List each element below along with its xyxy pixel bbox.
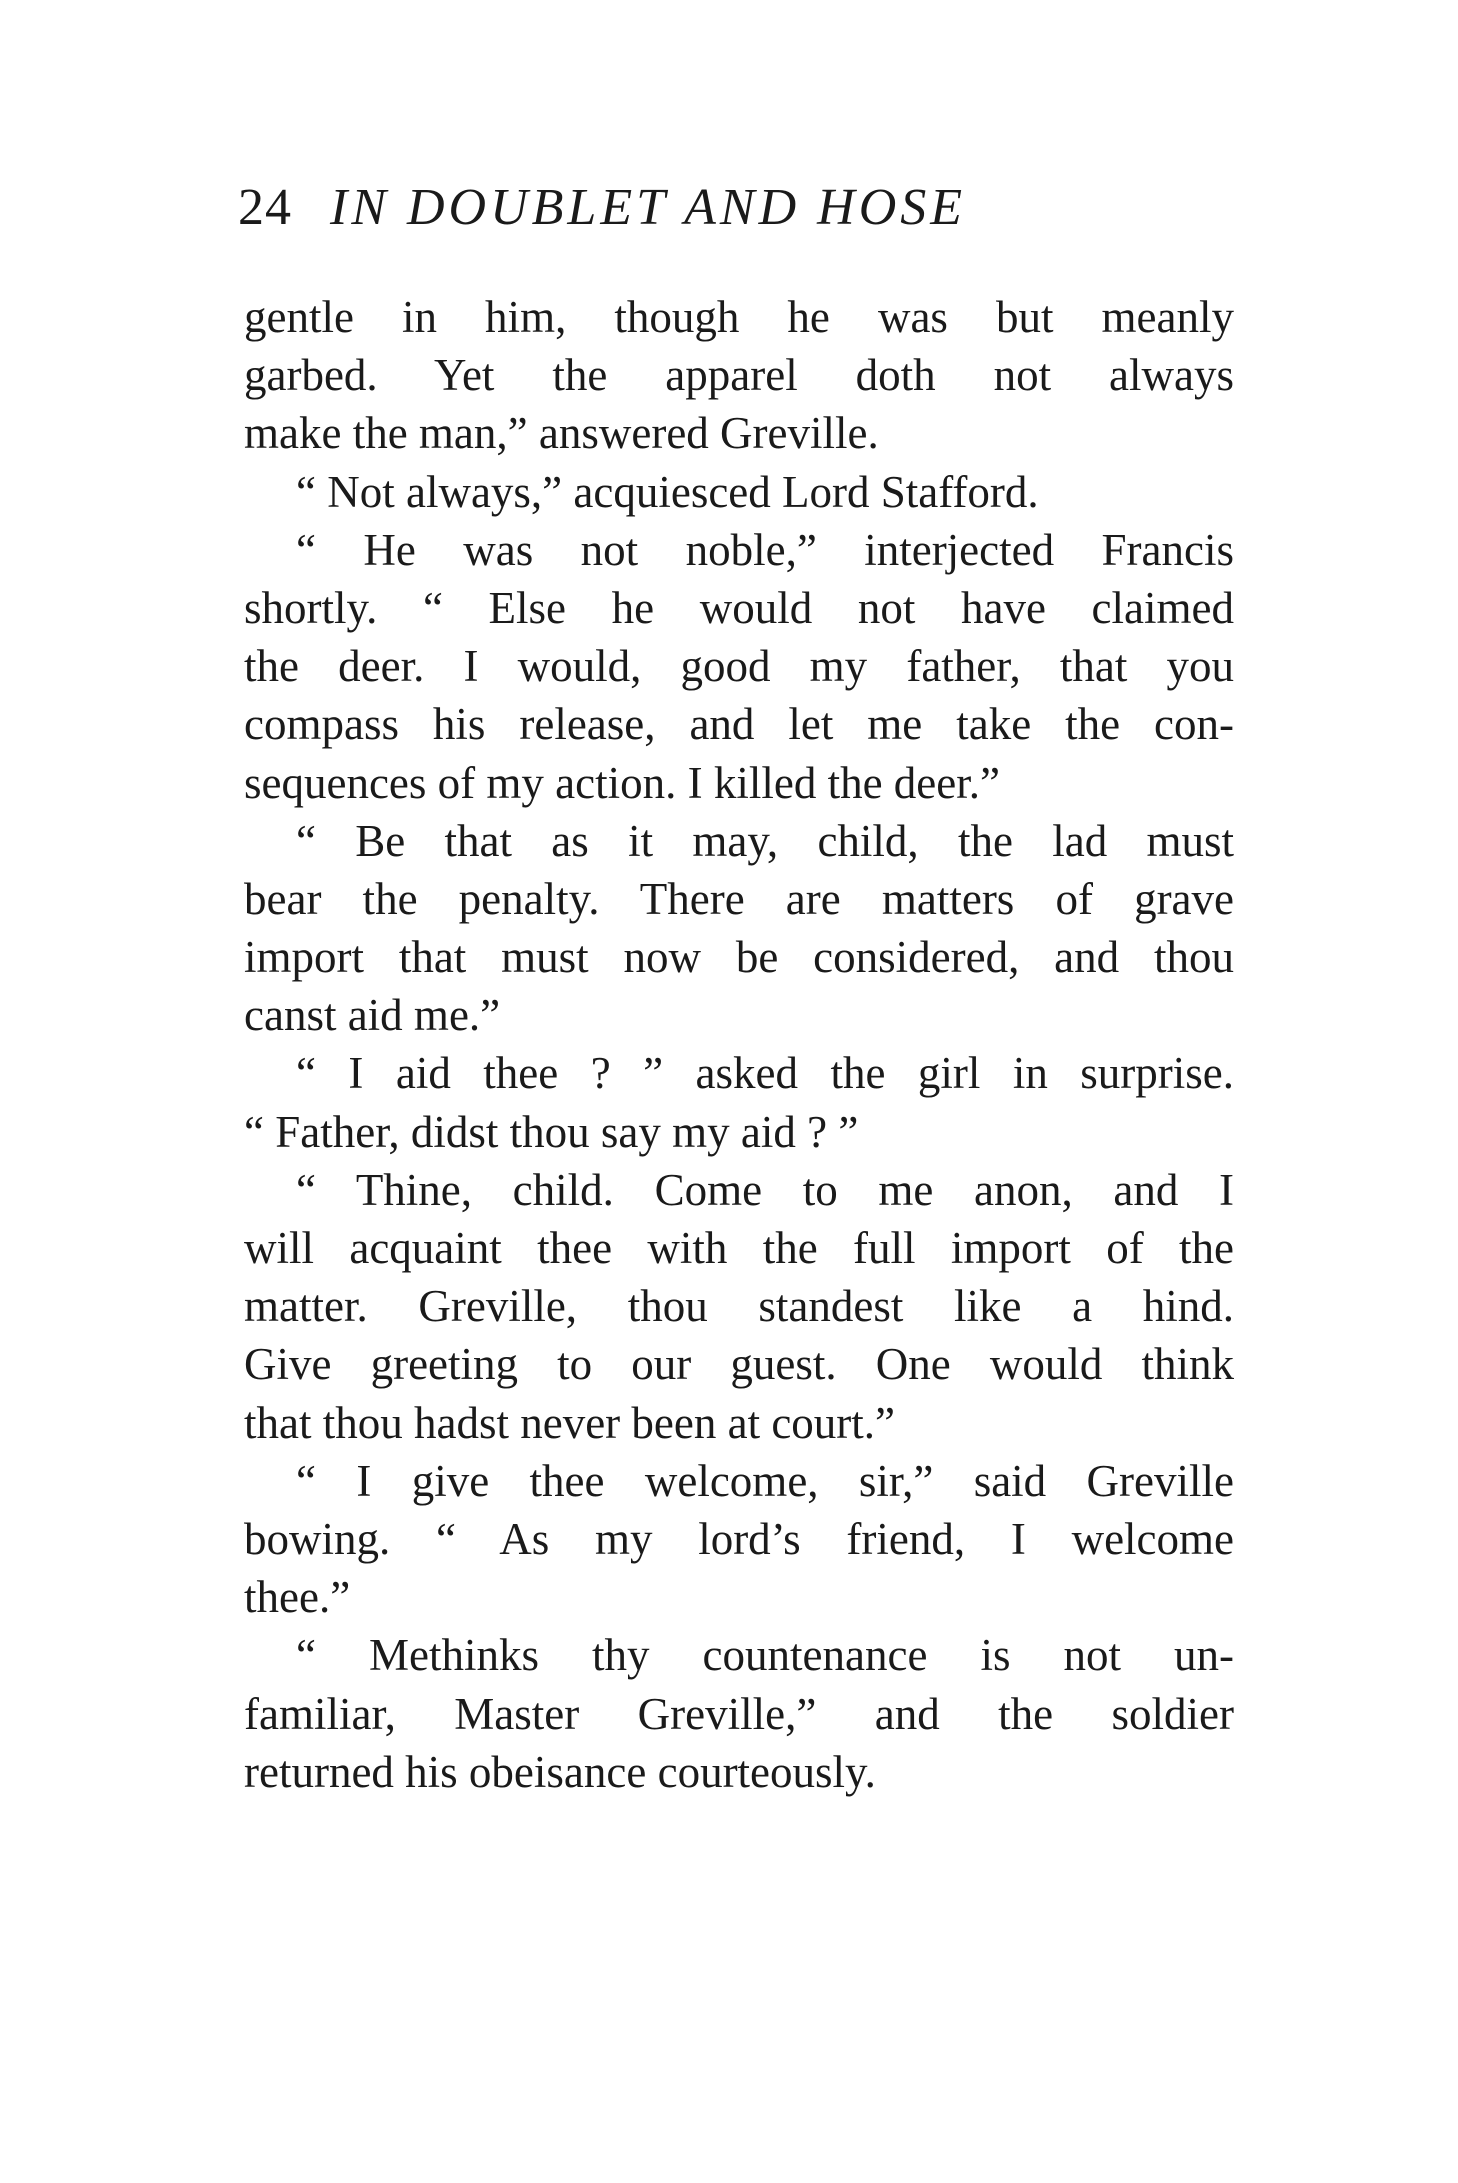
text-line: make the man,” answered Greville.	[244, 408, 879, 459]
page-number: 24	[238, 179, 292, 236]
text-line: thee.”	[244, 1572, 351, 1623]
text-line: gentle in him, though he was but meanly	[244, 292, 1234, 342]
text-line: “ Be that as it may, child, the lad must	[296, 815, 1234, 866]
text-line: matter. Greville, thou standest like a hind.	[244, 1281, 1234, 1332]
text-line: “ Not always,” acquiesced Lord Stafford.	[296, 466, 1039, 517]
text-line: familiar, Master Greville,” and the soldier	[244, 1688, 1234, 1739]
text-line: “ I give thee welcome, sir,” said Greville	[296, 1455, 1234, 1506]
text-line: “ He was not noble,” interjected Francis	[296, 524, 1234, 575]
text-line: garbed. Yet the apparel doth not always	[244, 350, 1234, 401]
text-line: “ I aid thee ? ” asked the girl in surprise.	[296, 1048, 1234, 1099]
text-line: will acquaint thee with the full import of the	[244, 1223, 1234, 1273]
text-line: compass his release, and let me take the con-	[244, 699, 1234, 750]
body-text	[244, 288, 1234, 1801]
text-line: returned his obeisance courteously.	[244, 1746, 876, 1797]
text-line: that thou hadst never been at court.”	[244, 1397, 896, 1448]
text-line: “ Father, didst thou say my aid ? ”	[244, 1106, 859, 1157]
text-line: bowing. “ As my lord’s friend, I welcome	[244, 1513, 1234, 1564]
text-line: Give greeting to our guest. One would think	[244, 1339, 1234, 1390]
page-header	[238, 178, 1238, 258]
text-line: bear the penalty. There are matters of grave	[244, 873, 1234, 924]
text-line: import that must now be considered, and thou	[244, 932, 1234, 983]
text-line: the deer. I would, good my father, that you	[244, 641, 1234, 692]
text-line: sequences of my action. I killed the deer.”	[244, 757, 1000, 808]
text-line: shortly. “ Else he would not have claimed	[244, 582, 1234, 633]
text-line: “ Methinks thy countenance is not un-	[296, 1630, 1234, 1681]
running-title: IN DOUBLET AND HOSE	[330, 179, 967, 236]
text-line: canst aid me.”	[244, 990, 501, 1041]
text-line: “ Thine, child. Come to me anon, and I	[296, 1164, 1234, 1215]
